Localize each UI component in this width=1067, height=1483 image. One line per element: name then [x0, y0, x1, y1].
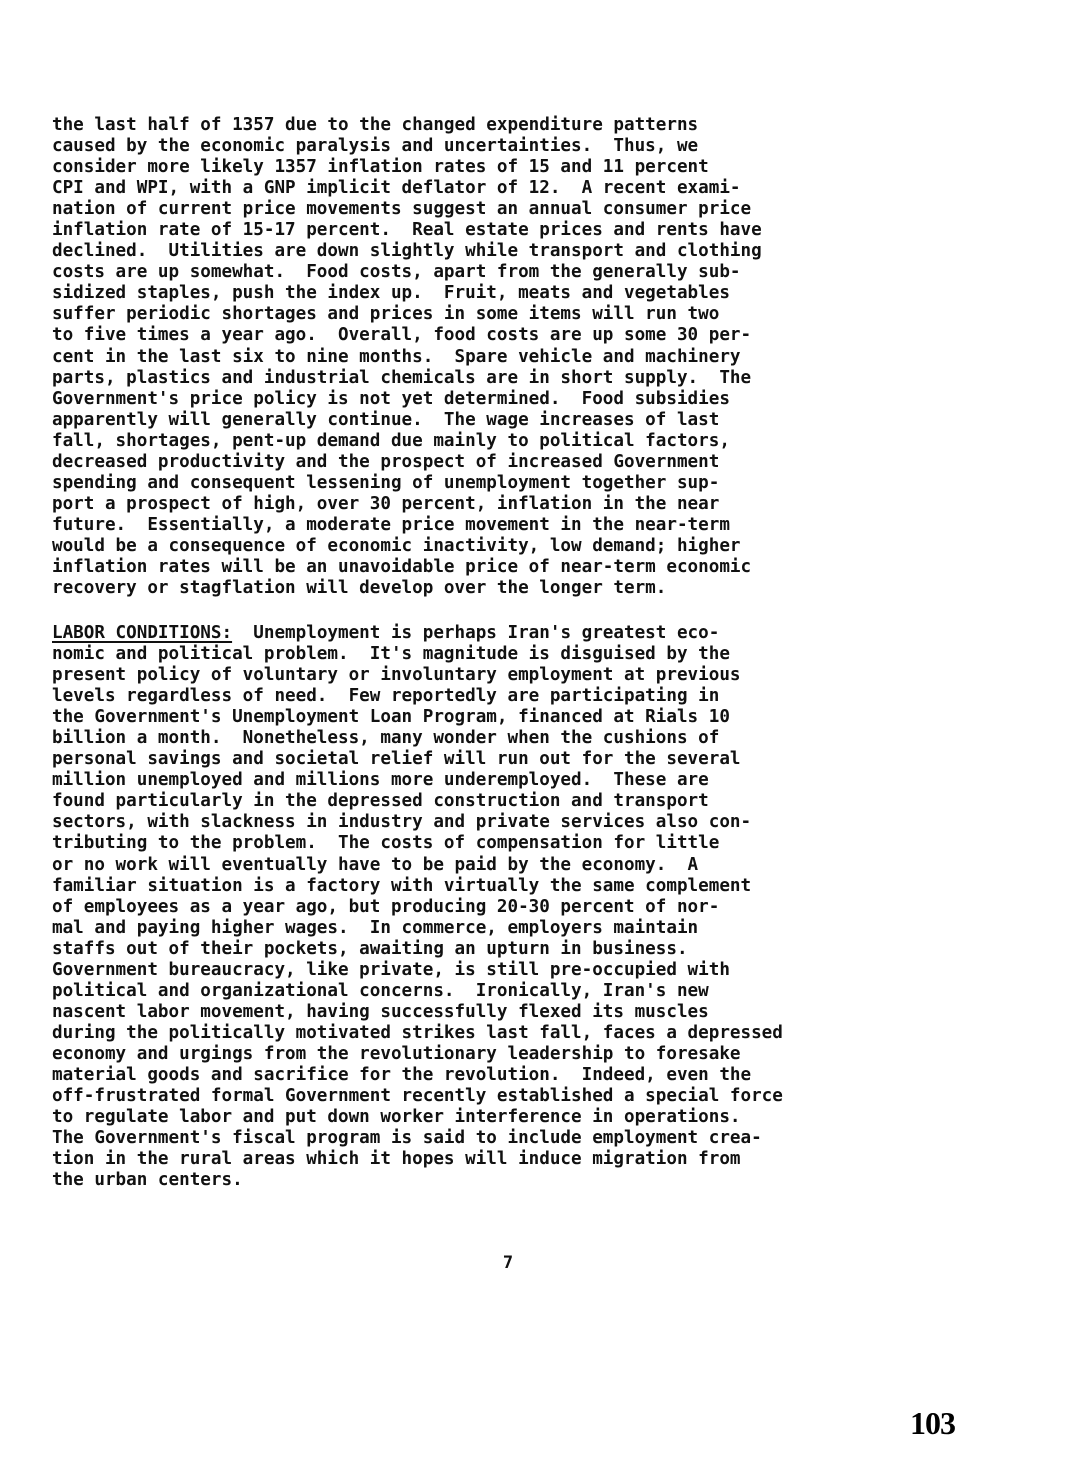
text-line: to five times a year ago. Overall, food costs are up some 30 per-	[52, 325, 752, 346]
paragraph-inflation	[52, 115, 762, 599]
text-line: nascent labor movement, having successfully flexed its muscles	[52, 1001, 709, 1022]
text-line: nomic and political problem. It's magnitude is disguised by the	[52, 644, 730, 665]
text-line: familiar situation is a factory with virtually the same complement	[52, 875, 752, 896]
text-line: inflation rates will be an unavoidable price of near-term economic	[52, 556, 752, 577]
text-line: declined. Utilities are down slightly while transport and clothing	[52, 241, 762, 262]
text-line: recovery or stagflation will develop over the longer term.	[52, 578, 667, 599]
text-line: caused by the economic paralysis and uncertainties. Thus, we	[52, 136, 699, 157]
text-line: to regulate labor and put down worker interference in operations.	[52, 1107, 741, 1128]
labor-first-line-text: Unemployment is perhaps Iran's greatest eco-	[232, 623, 720, 643]
paragraph-labor-conditions	[52, 623, 783, 1191]
text-line: decreased productivity and the prospect of increased Government	[52, 451, 720, 472]
text-line: staffs out of their pockets, awaiting an upturn in business.	[52, 938, 688, 959]
labor-body-lines	[52, 644, 783, 1190]
text-line: present policy of voluntary or involuntary employment at previous	[52, 665, 741, 686]
text-line: port a prospect of high, over 30 percent, inflation in the near	[52, 493, 720, 514]
text-line: parts, plastics and industrial chemicals are in short supply. The	[52, 367, 752, 388]
text-line: inflation rate of 15-17 percent. Real estate prices and rents have	[52, 220, 762, 241]
text-line: spending and consequent lessening of unemployment together sup-	[52, 472, 720, 493]
text-line: suffer periodic shortages and prices in some items will run two	[52, 304, 720, 325]
text-line: material goods and sacrifice for the revolution. Indeed, even the	[52, 1064, 752, 1085]
text-line: apparently will generally continue. The wage increases of last	[52, 409, 720, 430]
folio-number: 103	[910, 1405, 955, 1441]
text-line: future. Essentially, a moderate price movement in the near-term	[52, 514, 730, 535]
text-line: economy and urgings from the revolutionary leadership to foresake	[52, 1043, 741, 1064]
text-line: million unemployed and millions more underemployed. These are	[52, 770, 709, 791]
text-line: during the politically motivated strikes last fall, faces a depressed	[52, 1022, 783, 1043]
text-line: found particularly in the depressed construction and transport	[52, 791, 709, 812]
text-line: the Government's Unemployment Loan Program, financed at Rials 10	[52, 707, 730, 728]
text-line: political and organizational concerns. Ironically, Iran's new	[52, 980, 709, 1001]
text-line: the urban centers.	[52, 1170, 243, 1191]
text-line: costs are up somewhat. Food costs, apart from the generally sub-	[52, 262, 741, 283]
text-line: sectors, with slackness in industry and private services also con-	[52, 812, 752, 833]
text-line: cent in the last six to nine months. Spare vehicle and machinery	[52, 346, 741, 367]
page-number: 7	[502, 1253, 514, 1273]
text-line: tion in the rural areas which it hopes will induce migration from	[52, 1149, 741, 1170]
text-line: CPI and WPI, with a GNP implicit deflator of 12. A recent exami-	[52, 178, 741, 199]
text-line: consider more likely 1357 inflation rates of 15 and 11 percent	[52, 157, 709, 178]
text-line: personal savings and societal relief will run out for the several	[52, 749, 741, 770]
text-line: off-frustrated formal Government recently established a special force	[52, 1086, 783, 1107]
text-line: The Government's fiscal program is said to include employment crea-	[52, 1128, 762, 1149]
text-line: or no work will eventually have to be paid by the economy. A	[52, 854, 699, 875]
text-line: mal and paying higher wages. In commerce, employers maintain	[52, 917, 699, 938]
text-line: nation of current price movements suggest an annual consumer price	[52, 199, 752, 220]
text-line: of employees as a year ago, but producing 20-30 percent of nor-	[52, 896, 720, 917]
text-line: would be a consequence of economic inactivity, low demand; higher	[52, 535, 741, 556]
text-line: levels regardless of need. Few reportedly are participating in	[52, 686, 720, 707]
section-heading-labor-conditions: LABOR CONDITIONS:	[52, 623, 233, 643]
text-line: the last half of 1357 due to the changed expenditure patterns	[52, 115, 699, 135]
text-line: Government bureaucracy, like private, is still pre-occupied with	[52, 959, 730, 980]
text-line: Government's price policy is not yet determined. Food subsidies	[52, 388, 730, 409]
text-line: billion a month. Nonetheless, many wonder when the cushions of	[52, 728, 720, 749]
text-line: sidized staples, push the index up. Fruit, meats and vegetables	[52, 283, 730, 304]
text-line: fall, shortages, pent-up demand due mainly to political factors,	[52, 430, 730, 451]
text-line: tributing to the problem. The costs of compensation for little	[52, 833, 720, 854]
